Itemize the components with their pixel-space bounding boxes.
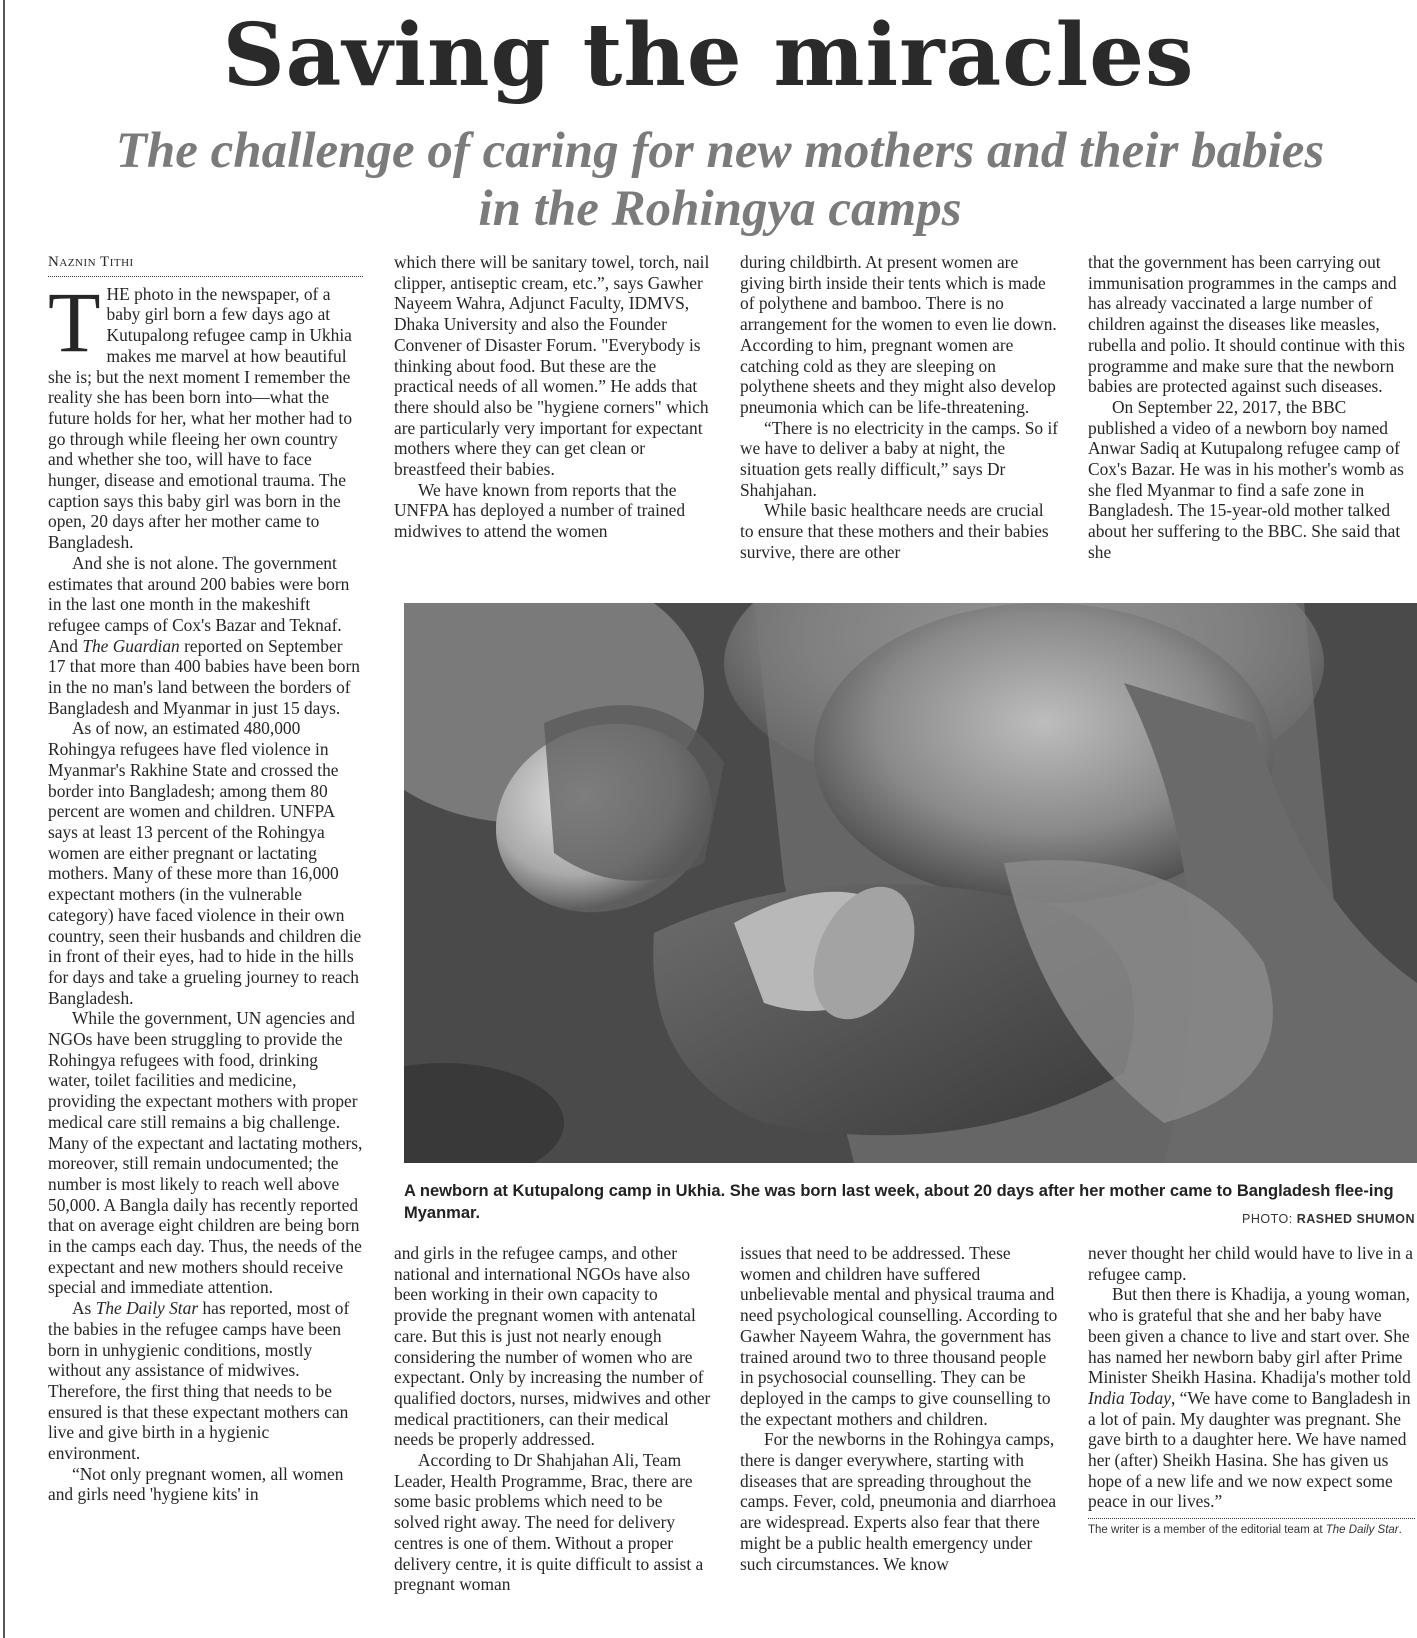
paragraph: issues that need to be addressed. These women and children have suffered unbelievable mental and physical trauma and need psychological counselling. According to Gawher Nayeem Wahra, the government has trained around two to three thousand people in psychosocial counselling. They can be deployed in the camps to give counselling to the expectant mothers and children. [740, 1243, 1058, 1429]
paragraph: According to Dr Shahjahan Ali, Team Leader, Health Programme, Brac, there are some basic problems which need to be solved right away. The need for delivery centres is one of them. Without a proper delivery centre, it is quite difficult to assist a pregnant woman [394, 1450, 704, 1595]
photo-illustration [404, 603, 1417, 1163]
newborn-photo [404, 603, 1417, 1163]
article-column-4-top [1088, 252, 1415, 563]
paragraph: But then there is Khadija, a young woman, who is grateful that she and her baby have been given a chance to live and start over. She has named her newborn baby girl after Prime Minister Sheikh Hasina. Khadija's mother told India Today, “We have come to Bangladesh in a lot of pain. My daughter was pregnant. She gave birth to a daughter here. We have named her (after) Sheikh Hasina. She has given us hope of a new life and we now expect some peace in our lives.” [1088, 1284, 1411, 1512]
subheadline [60, 122, 1380, 238]
paragraph: And she is not alone. The government estimates that around 200 babies were born in the last one month in the makeshift refugee camps of Cox's Bazar and Teknaf. And The Guardian reported on September 17 that more than 400 babies have been born in the no man's land between the borders of Bangladesh and Myanmar in just 15 days. [48, 552, 360, 718]
article-column-2-bottom [394, 1243, 712, 1595]
paragraph: “Not only pregnant women, all women and girls need 'hygiene kits' in [48, 1463, 344, 1505]
article-column-4-bottom [1088, 1243, 1415, 1538]
paragraph: For the newborns in the Rohingya camps, there is danger everywhere, starting with diseases that are spreading throughout the camps. Fever, cold, pneumonia and diarrhoea are widespread. Experts also fear that there might be a public health emergency under such circumstances. We know [740, 1429, 1057, 1574]
paragraph: which there will be sanitary towel, torch, nail clipper, antiseptic cream, etc.”, says Gawher Nayeem Wahra, Adjunct Faculty, IDMVS, Dhaka University and also the Founder Convener of Disaster Forum. "Everybody is thinking about food. But these are the practical needs of all women.” He adds that there should also be "hygiene corners" which are particularly very important for expectant mothers where they can get clean or breastfeed their babies. [394, 252, 710, 480]
drop-cap: T [48, 273, 101, 370]
paragraph: that the government has been carrying out immunisation programmes in the camps and has already vaccinated a large number of children against the diseases like measles, rubella and polio. It should continue with this programme and make sure that the newborn babies are protected against such diseases. [1088, 252, 1405, 397]
headline: Saving the miracles [222, 5, 1195, 106]
paragraph: We have known from reports that the UNFPA has deployed a number of trained midwives to attend the women [394, 479, 686, 542]
paragraph: and girls in the refugee camps, and other national and international NGOs have also been working in their own capacity to provide the pregnant women with antenatal care. But this is just not nearly enough considering the number of women who are expectant. Only by increasing the number of qualified doctors, nurses, midwives and other medical practitioners, can their medical needs be properly addressed. [394, 1243, 711, 1450]
article-column-1 [48, 252, 363, 1505]
paragraph: While the government, UN agencies and NGOs have been struggling to provide the Rohingya refugees with food, drinking water, toilet facilities and medicine, providing the expectant mothers with proper medical care still remains a big challenge. Many of the expectant and lactating mothers, moreover, still remain undocumented; the number is most likely to reach well above 50,000. A Bangla daily has recently reported that on average eight children are being born in the camps each day. Thus, the needs of the expectant and new mothers should receive special and immediate attention. [48, 1008, 363, 1298]
photo-credit: PHOTO: RASHED SHUMON [1242, 1212, 1415, 1226]
paragraph: never thought her child would have to live in a refugee camp. [1088, 1243, 1414, 1284]
paragraph: during childbirth. At present women are giving birth inside their tents which is made of polythene and bamboo. There is no arrangement for the women to even lie down. According to him, pregnant women are catching cold as they are sleeping on polythene sheets and they might also develop pneumonia which can be life-threatening. [740, 252, 1057, 417]
article-column-3-bottom [740, 1243, 1060, 1574]
paragraph: As The Daily Star has reported, most of the babies in the refugee camps have been born in unhygienic conditions, mostly without any assistance of midwives. Therefore, the first thing that needs to be ensured is that these expectant mothers can live and give birth in a hygienic environment. [48, 1298, 350, 1464]
paragraph: “There is no electricity in the camps. So if we have to deliver a baby at night, the situation gets really difficult,” says Dr Shahjahan. [740, 417, 1059, 500]
photo-caption: A newborn at Kutupalong camp in Ukhia. She was born last week, about 20 days after her mother came to Bangladesh flee-ing Myanmar. [404, 1182, 1394, 1222]
article-column-2-top [394, 252, 712, 542]
byline: Naznin Tithi [48, 252, 363, 277]
paragraph-intro: THE photo in the newspaper, of a baby girl born a few days ago at Kutupalong refugee camp in Ukhia makes me marvel at how beautiful she is; but the next moment I remember the reality she has been born into—what the future holds for her, what her mother had to go through while fleeing her own country and whether she too, will have to face hunger, disease and emotional trauma. The caption says this baby girl was born in the open, 20 days after her mother came to Bangladesh. [48, 273, 353, 553]
subheadline-line-2: in the Rohingya camps [478, 181, 962, 237]
paragraph: On September 22, 2017, the BBC published a video of a newborn boy named Anwar Sadiq at Kutupalong refugee camp of Cox's Bazar. He was in his mother's womb as she fled Myanmar to find a safe zone in Bangladesh. The 15-year-old mother talked about her suffering to the BBC. She said that she [1088, 396, 1404, 562]
writer-note: The writer is a member of the editorial team at The Daily Star. [1088, 1518, 1415, 1538]
paragraph: As of now, an estimated 480,000 Rohingya refugees have fled violence in Myanmar's Rakhine State and crossed the border into Bangladesh; among them 80 percent are women and children. UNFPA says at least 13 percent of the Rohingya women are either pregnant or lactating mothers. Many of these more than 16,000 expectant mothers (in the vulnerable category) have faced violence in their own country, seen their husbands and children die in front of their eyes, had to hide in the hills for days and take a grueling journey to reach Bangladesh. [48, 718, 362, 1008]
article-column-3-top [740, 252, 1060, 563]
left-column-rule [3, 0, 5, 1638]
paragraph: While basic healthcare needs are crucial to ensure that these mothers and their babies survive, there are other [740, 500, 1049, 562]
subheadline-line-1: The challenge of caring for new mothers and their babies [115, 123, 1325, 179]
